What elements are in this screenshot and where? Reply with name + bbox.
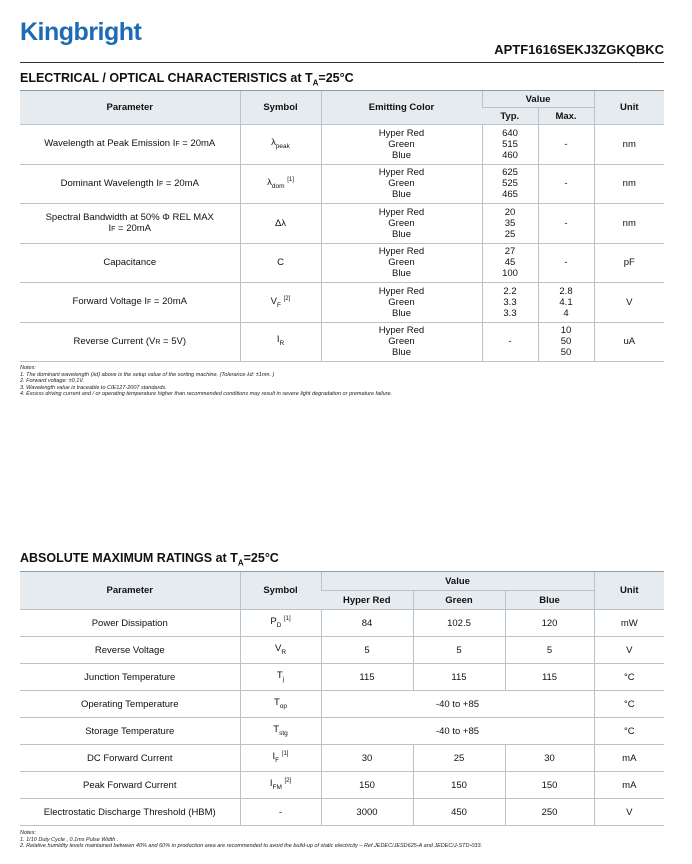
max-value-cell: [538, 125, 594, 165]
parameter-cell: [20, 322, 240, 362]
symbol-subscript: R: [281, 648, 287, 656]
parameter-cell: Operating Temperature: [20, 691, 240, 718]
symbol-footnote-ref: [1]: [281, 751, 289, 758]
parameter-cell: DC Forward Current: [20, 745, 240, 772]
header-max: Max.: [538, 108, 594, 125]
typ-value: 45: [504, 257, 516, 269]
typ-value: 3.3: [503, 307, 517, 319]
max-value: 4: [563, 307, 569, 319]
symbol-text: V: [274, 642, 282, 654]
symbol-text: P: [270, 616, 277, 628]
symbol-text: λ: [267, 177, 272, 189]
unit-cell: mA: [594, 772, 664, 799]
emitting-color: Blue: [391, 149, 411, 161]
emitting-color: Blue: [391, 189, 411, 201]
header-unit: Unit: [594, 572, 664, 610]
absolute-section-title: [20, 551, 279, 568]
header-unit: Unit: [594, 91, 664, 125]
max-value: 4.1: [559, 296, 573, 308]
symbol-text: T: [276, 669, 283, 681]
max-value-cell: [538, 243, 594, 283]
header-parameter: Parameter: [20, 91, 240, 125]
unit-cell: V: [594, 283, 664, 323]
value-blue: 150: [505, 772, 594, 799]
max-value: -: [564, 138, 568, 150]
symbol-cell: [240, 322, 321, 362]
symbol-subscript: F: [275, 757, 280, 765]
parameter-text-line2: I: [108, 222, 112, 234]
emitting-color: Blue: [391, 228, 411, 240]
symbol-subscript: op: [279, 702, 288, 710]
parameter-text: Capacitance: [103, 257, 157, 269]
absolute-title-sub: A: [237, 558, 244, 568]
symbol-footnote-ref: [1]: [284, 616, 291, 623]
emitting-color: Green: [388, 336, 415, 348]
electrical-section-title: [20, 71, 354, 88]
symbol-text: Δλ: [274, 217, 287, 229]
header-parameter: Parameter: [20, 572, 240, 610]
symbol-cell: [240, 745, 321, 772]
header-hyper-red: Hyper Red: [321, 591, 413, 610]
symbol-text: T: [273, 723, 280, 735]
parameter-cell: Power Dissipation: [20, 610, 240, 637]
table-row: [20, 637, 664, 664]
max-value-cell: [538, 283, 594, 323]
parameter-condition: = 20mA: [151, 296, 187, 308]
table-row: [20, 283, 664, 323]
typ-value-cell: [482, 204, 538, 244]
table-row: [20, 204, 664, 244]
emitting-color: Hyper Red: [378, 325, 425, 337]
parameter-condition: = 20mA: [179, 138, 216, 150]
typ-value-cell: [482, 164, 538, 204]
parameter-subscript: F: [147, 299, 152, 307]
value-blue: 120: [505, 610, 594, 637]
parameter-cell: Electrostatic Discharge Threshold (HBM): [20, 799, 240, 826]
value-cell-merged: -40 to +85: [321, 691, 594, 718]
symbol-subscript: F: [277, 301, 281, 309]
note-line: 4. Excess driving current and / or operating temperature higher than recommended conditions may result in severe light degradation or premature failure.: [20, 391, 393, 398]
value-cell-merged: -40 to +85: [321, 718, 594, 745]
emitting-color: Green: [388, 178, 415, 190]
absolute-title-suffix: =25°C: [243, 551, 279, 565]
parameter-text: Forward Voltage I: [72, 296, 148, 308]
emitting-color: Hyper Red: [378, 167, 425, 179]
max-value-cell: [538, 204, 594, 244]
symbol-text: λ: [271, 136, 276, 148]
parameter-cell: [20, 243, 240, 283]
value-blue: 30: [505, 745, 594, 772]
symbol-text: T: [273, 696, 280, 708]
value-green: 102.5: [413, 610, 505, 637]
symbol-cell: [240, 125, 321, 165]
table-row: [20, 664, 664, 691]
max-value: -: [564, 217, 568, 229]
unit-cell: pF: [594, 243, 664, 283]
unit-cell: nm: [594, 125, 664, 165]
unit-cell: nm: [594, 164, 664, 204]
table-row: [20, 745, 664, 772]
symbol-subscript: FM: [272, 784, 282, 792]
electrical-notes: [20, 365, 392, 398]
unit-cell: V: [594, 799, 664, 826]
electrical-characteristics-table: [20, 90, 664, 362]
symbol-cell: [240, 718, 321, 745]
symbol-cell: [240, 772, 321, 799]
symbol-subscript: stg: [279, 729, 288, 737]
note-line: 1. The dominant wavelength (λd) above is the setup value of the sorting machine. (Tolerance λd: ±1nm. ): [20, 371, 275, 378]
parameter-subscript: R: [155, 338, 161, 346]
typ-value: 460: [502, 149, 518, 161]
parameter-text: Reverse Current (V: [73, 335, 156, 347]
symbol-footnote-ref: [2]: [284, 778, 292, 785]
electrical-title-prefix: ELECTRICAL / OPTICAL CHARACTERISTICS at T: [20, 71, 313, 85]
emitting-color: Hyper Red: [378, 127, 425, 139]
typ-value-cell: [482, 243, 538, 283]
electrical-title-suffix: =25°C: [318, 71, 354, 85]
emitting-color: Blue: [391, 307, 411, 319]
parameter-condition: = 5V): [160, 335, 187, 347]
value-green: 115: [413, 664, 505, 691]
symbol-cell: [240, 283, 321, 323]
value-blue: 5: [505, 637, 594, 664]
symbol-cell: [240, 164, 321, 204]
value-hyper-red: 3000: [321, 799, 413, 826]
symbol-cell: [240, 799, 321, 826]
max-value: 50: [560, 336, 572, 348]
value-hyper-red: 84: [321, 610, 413, 637]
parameter-cell: [20, 204, 240, 244]
typ-value-cell: [482, 125, 538, 165]
symbol-footnote-ref: [1]: [287, 177, 294, 184]
value-green: 150: [413, 772, 505, 799]
parameter-text: Spectral Bandwidth at 50% Φ REL MAX: [45, 211, 214, 223]
max-value: -: [564, 257, 568, 269]
emitting-color-cell: [321, 243, 482, 283]
parameter-cell: [20, 283, 240, 323]
header-blue: Blue: [505, 591, 594, 610]
parameter-cell: [20, 164, 240, 204]
absolute-notes: [20, 830, 482, 850]
typ-value-cell: [482, 322, 538, 362]
symbol-text: I: [276, 334, 280, 346]
note-line: 2. Relative humidity levels maintained between 40% and 60% in production area are recommended to avoid the build-up of static electricity – Ref JEDEC/JESD625-A and JEDEC/J-STD-033.: [20, 843, 483, 850]
emitting-color: Green: [388, 257, 415, 269]
emitting-color: Green: [388, 217, 415, 229]
symbol-subscript: j: [282, 675, 285, 683]
typ-value: 515: [502, 138, 518, 150]
table-row: [20, 691, 664, 718]
symbol-text: C: [277, 257, 284, 269]
typ-value-cell: [482, 283, 538, 323]
emitting-color: Hyper Red: [378, 206, 425, 218]
part-number: APTF1616SEKJ3ZGKQBKC: [494, 42, 664, 57]
note-line: 3. Wavelength value is traceable to CIE127-2007 standards.: [20, 384, 167, 391]
value-hyper-red: 30: [321, 745, 413, 772]
max-value-cell: [538, 164, 594, 204]
symbol-subscript: dom: [271, 183, 285, 191]
value-hyper-red: 115: [321, 664, 413, 691]
table-row: [20, 322, 664, 362]
max-value: 2.8: [559, 285, 573, 297]
typ-value: 2.2: [503, 285, 517, 297]
header-symbol: Symbol: [240, 91, 321, 125]
symbol-cell: [240, 243, 321, 283]
unit-cell: °C: [594, 664, 664, 691]
max-value: 50: [560, 347, 572, 359]
symbol-text: I: [272, 751, 276, 763]
value-green: 450: [413, 799, 505, 826]
note-line: Notes:: [20, 365, 36, 371]
unit-cell: mW: [594, 610, 664, 637]
typ-value: 25: [504, 228, 516, 240]
parameter-condition: = 20mA: [115, 222, 152, 234]
emitting-color-cell: [321, 322, 482, 362]
table-row: [20, 718, 664, 745]
typ-value: -: [508, 336, 512, 348]
note-line: 2. Forward voltage: ±0.1V.: [20, 378, 85, 385]
table-row: [20, 125, 664, 165]
value-green: 25: [413, 745, 505, 772]
parameter-text: Wavelength at Peak Emission I: [44, 138, 176, 150]
typ-value: 625: [502, 167, 518, 179]
typ-value: 465: [502, 189, 518, 201]
typ-value: 20: [504, 206, 516, 218]
emitting-color: Blue: [391, 268, 411, 280]
kingbright-logo: Kingbright: [20, 18, 142, 46]
header-typ: Typ.: [482, 108, 538, 125]
unit-cell: uA: [594, 322, 664, 362]
typ-value: 3.3: [503, 296, 517, 308]
header-value: Value: [321, 572, 594, 591]
parameter-cell: [20, 125, 240, 165]
unit-cell: °C: [594, 718, 664, 745]
parameter-subscript: F: [158, 180, 164, 188]
header-symbol: Symbol: [240, 572, 321, 610]
header-green: Green: [413, 591, 505, 610]
typ-value: 35: [504, 217, 516, 229]
parameter-subscript: F: [111, 225, 116, 233]
parameter-text: Dominant Wavelength I: [60, 177, 159, 189]
symbol-cell: [240, 637, 321, 664]
table-row: [20, 610, 664, 637]
emitting-color: Green: [388, 138, 415, 150]
table-row: [20, 243, 664, 283]
table-row: [20, 164, 664, 204]
unit-cell: °C: [594, 691, 664, 718]
symbol-cell: [240, 691, 321, 718]
absolute-title-prefix: ABSOLUTE MAXIMUM RATINGS at T: [20, 551, 238, 565]
max-value: -: [564, 178, 568, 190]
emitting-color-cell: [321, 283, 482, 323]
parameter-subscript: F: [175, 141, 180, 149]
note-line: 1. 1/10 Duty Cycle , 0.1ms Pulse Width .: [20, 836, 119, 843]
emitting-color-cell: [321, 204, 482, 244]
unit-cell: nm: [594, 204, 664, 244]
value-blue: 250: [505, 799, 594, 826]
parameter-cell: Junction Temperature: [20, 664, 240, 691]
parameter-cell: Peak Forward Current: [20, 772, 240, 799]
max-value: 10: [560, 325, 572, 337]
table-row: [20, 772, 664, 799]
max-value-cell: [538, 322, 594, 362]
typ-value: 525: [502, 178, 518, 190]
unit-cell: mA: [594, 745, 664, 772]
symbol-subscript: peak: [275, 142, 290, 150]
value-hyper-red: 150: [321, 772, 413, 799]
value-green: 5: [413, 637, 505, 664]
note-line: Notes:: [20, 830, 36, 836]
value-blue: 115: [505, 664, 594, 691]
symbol-cell: [240, 664, 321, 691]
symbol-text: -: [278, 806, 283, 818]
parameter-cell: Storage Temperature: [20, 718, 240, 745]
emitting-color: Hyper Red: [378, 285, 425, 297]
typ-value: 640: [502, 127, 518, 139]
symbol-subscript: R: [279, 340, 285, 348]
symbol-cell: [240, 610, 321, 637]
symbol-text: I: [269, 778, 273, 790]
emitting-color: Green: [388, 296, 415, 308]
symbol-subscript: D: [276, 622, 282, 630]
header-emitting-color: Emitting Color: [321, 91, 482, 125]
typ-value: 27: [504, 246, 516, 258]
value-hyper-red: 5: [321, 637, 413, 664]
typ-value: 100: [502, 268, 518, 280]
emitting-color-cell: [321, 125, 482, 165]
parameter-condition: = 20mA: [163, 177, 199, 189]
symbol-cell: [240, 204, 321, 244]
absolute-maximum-ratings-table: [20, 571, 664, 826]
header-value: Value: [482, 91, 594, 108]
emitting-color-cell: [321, 164, 482, 204]
emitting-color: Hyper Red: [378, 246, 425, 258]
header-divider: [20, 62, 664, 63]
unit-cell: V: [594, 637, 664, 664]
table-row: [20, 799, 664, 826]
electrical-title-sub: A: [312, 78, 319, 88]
emitting-color: Blue: [391, 347, 411, 359]
symbol-text: V: [270, 295, 278, 307]
parameter-cell: Reverse Voltage: [20, 637, 240, 664]
symbol-footnote-ref: [2]: [283, 295, 291, 302]
